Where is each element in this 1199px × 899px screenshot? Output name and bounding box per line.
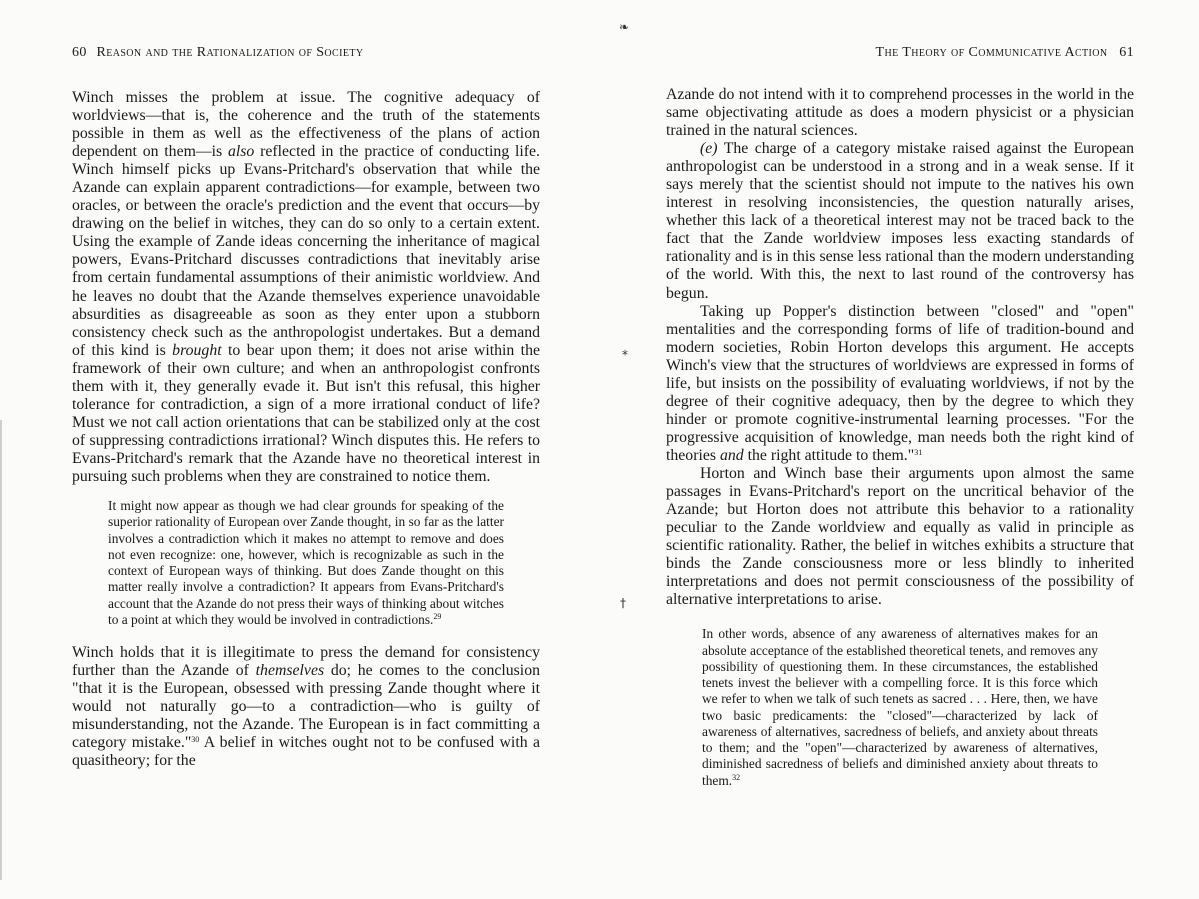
emphasis-also: also: [228, 143, 255, 161]
left-paragraph-1-c: to bear upon them; it does not arise within the framework of their own culture; and when an anthropologist confronts them with it, they generally evade it. But isn't this refusal, this higher tolerance for contradiction, a sign of a more irrational conduct of life? Must we not call action orientations that can be stabilized only at the cost of suppressing contradictions irrational? Winch disputes this. He refers to Evans-Pritchard's remark that the Azande have no theoretical interest in pursuing such problems when they are constrained to notice them.: [72, 341, 540, 485]
right-body-text: [666, 86, 1134, 609]
gutter-mark-lower: †: [620, 596, 626, 610]
right-block-quote-text: In other words, absence of any awareness of alternatives makes for an absolute acceptance of the established theoretical tenets, and removes any possibility of questioning them. In these circumstances, the established tenets invest the believer with a compelling force. It is this force which we refer to when we talk of such tenets as sacred . . . Here, then, we have two basic predicaments: the "closed"—characterized by lack of awareness of alternatives, sacredness of beliefs, and anxiety about threats to them; and the "open"—characterized by awareness of alternatives, diminished sacredness of beliefs and diminished anxiety about threats to them.: [702, 626, 1098, 788]
section-label-e: (e): [700, 140, 718, 158]
right-paragraph-4: Horton and Winch base their arguments upon almost the same passages in Evans-Pritchard's report on the uncritical behavior of the Azande; but Horton does not attribute this behavior to a rationality peculiar to the Zande worldview and equally as valid in principle as scientific rationality. Rather, the belief in witches exhibits a structure that binds the Zande consciousness more or less blindly to inherited interpretations and does not permit consciousness of the possibility of alternative interpretations to arise.: [666, 464, 1134, 609]
right-paragraph-3-b: the right attitude to them.": [743, 446, 915, 464]
emphasis-brought: brought: [172, 341, 222, 359]
emphasis-themselves: themselves: [255, 662, 325, 680]
footnote-ref-29: 29: [433, 611, 442, 621]
left-paragraph-1-a: Winch misses the problem at issue. The cognitive adequacy of worldviews—that is, the coherence and the truth of the statements possible in them as well as the effectiveness of the plans of action dependent on them—is: [72, 89, 540, 161]
left-body-text-2: [72, 644, 540, 770]
left-paragraph-2-b: do; he comes to the conclusion "that it is the European, obsessed with pressing Zande thought where it would not naturally go—to a contradiction—who is guilty of misunderstanding, not the Azande. The European is in fact committing a category mistake.": [72, 662, 540, 752]
right-paragraph-3: [666, 303, 1134, 465]
right-paragraph-2-text: The charge of a category mistake raised against the European anthropologist can be understood in a strong and in a weak sense. If it says merely that the scientist should not impute to the natives his own interest in resolving inconsistencies, the question naturally arises, whether this lack of a theoretical interest may not be traced back to the fact that the Zande worldview imposes less exacting standards of rationality and is in this sense less rational than the modern understanding of the world. With this, the next to last round of the controversy has begun.: [666, 140, 1134, 302]
page-edge-shadow: [0, 420, 2, 880]
left-paragraph-1-b: reflected in the practice of conducting life. Winch himself picks up Evans-Pritchard's observation that while the Azande can explain apparent contradictions—for example, between two oracles, or between the oracle's prediction and the event that occurs—by drawing on the belief in witches, they can do so only to a certain extent. Using the example of Zande ideas concerning the inheritance of magical powers, Evans-Pritchard discusses contradictions that inevitably arise from certain fundamental assumptions of their animistic worldview. And he leaves no doubt that the Azande themselves experience unavoidable absurdities as disagreeable as soon as they enter upon a stubborn consistency check such as the anthropologist undertakes. But a demand of this kind is: [72, 143, 541, 359]
left-paragraph-2: [72, 644, 540, 770]
left-paragraph-2-a: Winch holds that it is illegitimate to press the demand for consistency further than the Azande of: [72, 644, 540, 680]
emphasis-and: and: [719, 446, 744, 464]
footnote-ref-32: 32: [732, 772, 741, 782]
right-page-number: 61: [1119, 45, 1134, 60]
right-running-title: The Theory of Communicative Action: [875, 45, 1108, 60]
right-block-quote: [702, 626, 1098, 789]
left-page: [72, 44, 540, 770]
right-paragraph-2: [666, 140, 1134, 302]
left-paragraph-2-c: A belief in witches ought not to be confused with a quasitheory; for the: [72, 734, 540, 770]
gutter-mark-middle: ⁎: [622, 344, 628, 358]
left-page-number: 60: [72, 45, 87, 60]
right-paragraph-3-a: Taking up Popper's distinction between "closed" and "open" mentalities and the corresponding forms of life of tradition-bound and modern societies, Robin Horton develops this argument. He accepts Winch's view that the structures of worldviews are expressed in forms of life, but insists on the possibility of evaluating worldviews, if not by the degree of their cognitive adequacy, then by the degree to which they hinder or promote cognitive-instrumental learning processes. "For the progressive acquisition of knowledge, man needs both the right kind of theories: [666, 302, 1134, 464]
left-block-quote: [108, 498, 504, 628]
right-running-head: [666, 44, 1134, 66]
gutter-mark-top: ❧: [619, 20, 630, 34]
right-paragraph-1: Azande do not intend with it to comprehend processes in the world in the same objectivating attitude as does a modern physicist or a physician trained in the natural sciences.: [666, 86, 1134, 140]
left-paragraph-1: [72, 89, 540, 486]
footnote-ref-30: 30: [191, 735, 200, 745]
left-block-quote-text: It might now appear as though we had clear grounds for speaking of the superior rationality of European over Zande thought, in so far as the latter involves a contradiction which it makes no attempt to remove and does not even recognize: one, however, which is recognizable as such in the context of European ways of thinking. But does Zande thought on this matter really involve a contradiction? It appears from Evans-Pritchard's account that the Azande do not press their ways of thinking about witches to a point at which they would be involved in contradictions.: [108, 498, 504, 627]
left-body-text: [72, 89, 540, 486]
footnote-ref-31: 31: [914, 447, 923, 457]
left-running-title: Reason and the Rationalization of Society: [96, 45, 364, 60]
right-page: [666, 44, 1134, 789]
left-running-head: [72, 44, 540, 66]
